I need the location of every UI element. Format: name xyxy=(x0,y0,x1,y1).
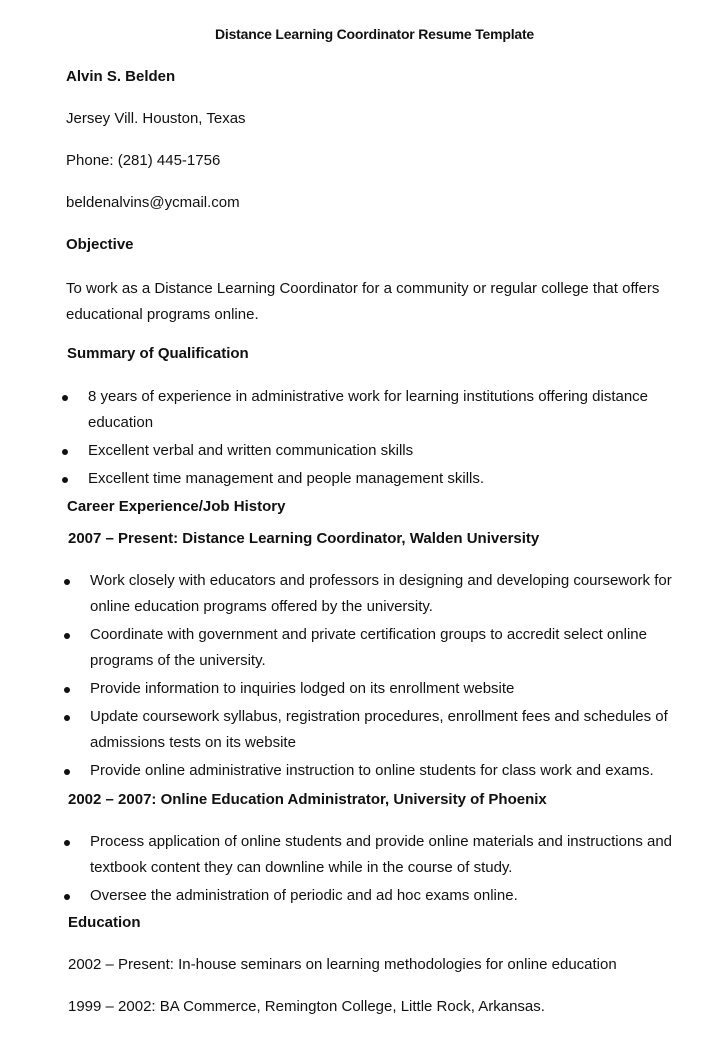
job-duties-list xyxy=(90,829,690,911)
document-title: Distance Learning Coordinator Resume Template xyxy=(214,26,535,42)
list-item: Provide online administrative instruction to online students for class work and exams. xyxy=(90,758,690,784)
bullet-icon xyxy=(64,769,70,775)
list-item: Update coursework syllabus, registration procedures, enrollment fees and schedules of admissions tests on its website xyxy=(90,704,690,756)
summary-heading: Summary of Qualification xyxy=(67,345,249,362)
list-item: 8 years of experience in administrative work for learning institutions offering distance education xyxy=(88,384,688,436)
email: beldenalvins@ycmail.com xyxy=(66,194,240,211)
list-item: Oversee the administration of periodic and ad hoc exams online. xyxy=(90,883,690,909)
candidate-name: Alvin S. Belden xyxy=(66,68,176,85)
bullet-icon xyxy=(62,449,68,455)
bullet-icon xyxy=(64,633,70,639)
summary-list xyxy=(88,384,688,494)
address: Jersey Vill. Houston, Texas xyxy=(66,110,246,127)
career-heading: Career Experience/Job History xyxy=(67,498,286,515)
bullet-icon xyxy=(64,715,70,721)
bullet-icon xyxy=(64,840,70,846)
list-item: Coordinate with government and private certification groups to accredit select online programs of the university. xyxy=(90,622,690,674)
bullet-icon xyxy=(62,395,68,401)
job-title: 2007 – Present: Distance Learning Coordinator, Walden University xyxy=(68,530,540,547)
education-entry: 2002 – Present: In-house seminars on learning methodologies for online education xyxy=(68,956,617,973)
bullet-icon xyxy=(62,477,68,483)
education-heading: Education xyxy=(68,914,141,931)
bullet-icon xyxy=(64,579,70,585)
job-title: 2002 – 2007: Online Education Administrator, University of Phoenix xyxy=(68,791,547,808)
objective-heading: Objective xyxy=(66,236,134,253)
list-item: Process application of online students and provide online materials and instructions and textbook content they can downline while in the course of study. xyxy=(90,829,690,881)
education-entry: 1999 – 2002: BA Commerce, Remington College, Little Rock, Arkansas. xyxy=(68,998,545,1015)
phone: Phone: (281) 445-1756 xyxy=(66,152,221,169)
job-duties-list xyxy=(90,568,690,786)
list-item: Provide information to inquiries lodged on its enrollment website xyxy=(90,676,690,702)
objective-text: To work as a Distance Learning Coordinator for a community or regular college that offers educational programs online. xyxy=(66,280,660,323)
bullet-icon xyxy=(64,894,70,900)
bullet-icon xyxy=(64,687,70,693)
list-item: Work closely with educators and professors in designing and developing coursework for online education programs offered by the university. xyxy=(90,568,690,620)
list-item: Excellent time management and people management skills. xyxy=(88,466,688,492)
list-item: Excellent verbal and written communication skills xyxy=(88,438,688,464)
